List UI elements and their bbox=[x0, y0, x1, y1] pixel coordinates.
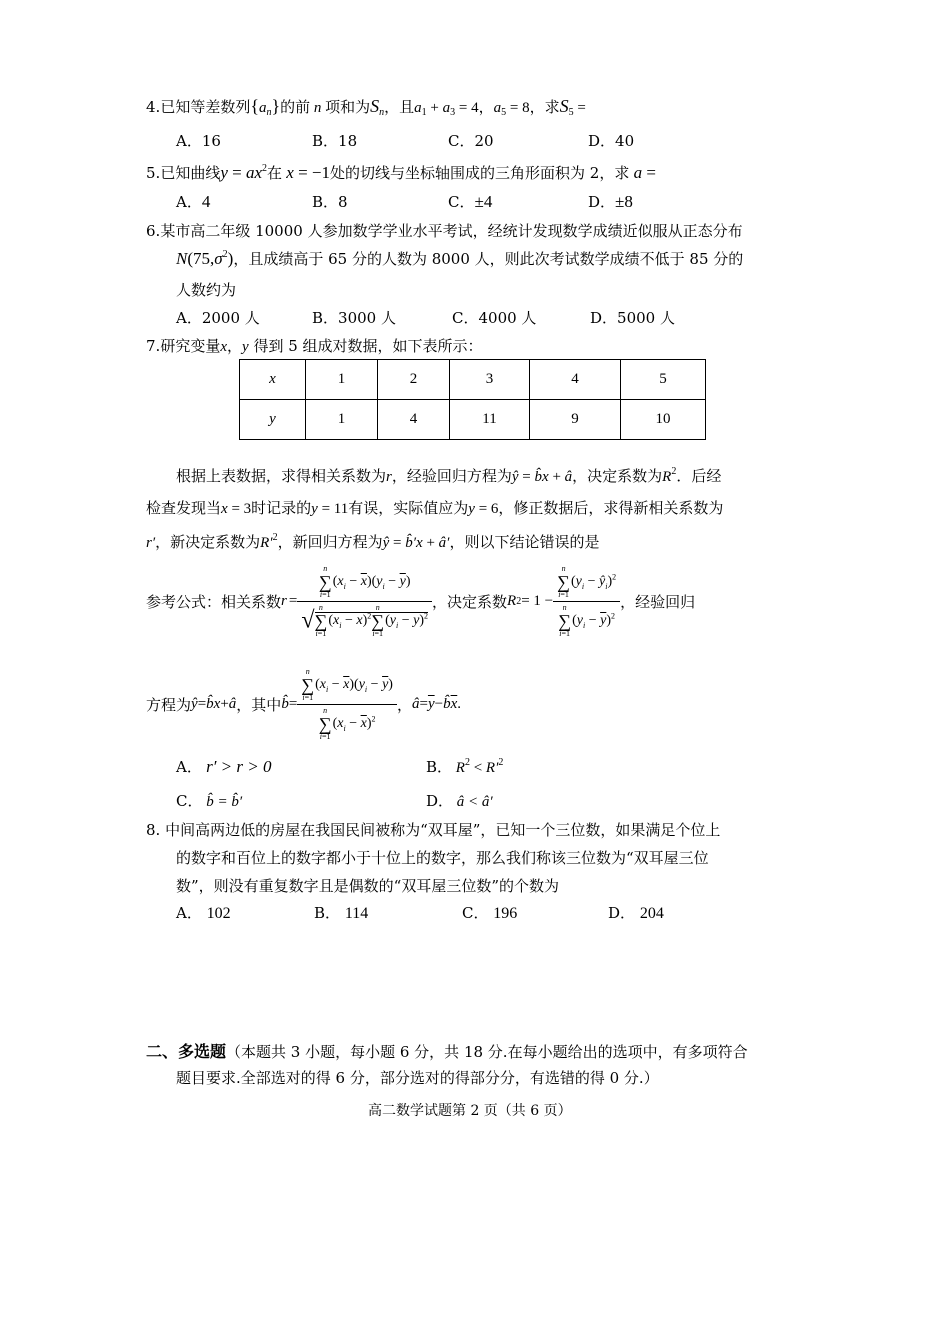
q8-option-d[interactable]: D． 204 bbox=[608, 904, 664, 922]
reference-regression: 方程为 ŷ = b̂x + â ，其中 b̂ = n ∑ i=1 $(x_i - \overline{x})(y_i - \overline{y})$ n ∑ i=1 $(x_i - \overline{x})^2$ ， â = $\overline{y}$ − b̂ $\overline{x}$ . bbox=[146, 667, 461, 741]
table-row-x bbox=[240, 360, 706, 400]
q8-line1: 8. 中间高两边低的房屋在我国民间被称为“双耳屋”，已知一个三位数，如果满足个位上 bbox=[146, 821, 721, 839]
table-cell: 2 bbox=[378, 360, 450, 400]
page-footer: 高二数学试题第 2 页（共 6 页） bbox=[368, 1103, 572, 1119]
q8-line3: 数”，则没有重复数字且是偶数的“双耳屋三位数”的个数为 bbox=[176, 877, 560, 895]
q5-option-c[interactable]: C．±4 bbox=[448, 192, 493, 211]
q4-stem: 4.已知等差数列$\{a_n\}$的前 n 项和为$S_n$，且$a_1 + a_3 = 4$，$a_5 = 8$，求$S_5$ = bbox=[146, 96, 586, 118]
q6-line3: 人数约为 bbox=[176, 281, 237, 299]
table-cell: 1 bbox=[306, 360, 378, 400]
q7-para-line2: 检查发现当x = 3时记录的y = 11有误，实际值应为y = 6，修正数据后，求得新相关系数为 bbox=[146, 499, 724, 517]
q8-option-b[interactable]: B． 114 bbox=[314, 904, 369, 922]
section2-desc: 题目要求.全部选对的得 6 分，部分选对的得部分分，有选错的得 0 分.） bbox=[176, 1069, 659, 1087]
table-header-y: y bbox=[240, 400, 306, 440]
q8-line2: 的数字和百位上的数字都小于十位上的数字，那么我们称该三位数为“双耳屋三位 bbox=[176, 849, 709, 867]
slope-formula: n ∑ i=1 $(x_i - \overline{x})(y_i - \overline{y})$ n ∑ i=1 $(x_i - \overline{x})^2$ bbox=[297, 668, 397, 741]
section2-title: 二、多选题 bbox=[146, 1042, 227, 1061]
q7-option-c[interactable]: C． b̂ = b̂′ bbox=[176, 792, 243, 810]
table-cell: 3 bbox=[450, 360, 530, 400]
q5-stem: 5.已知曲线$y = ax^2$在 x = −1处的切线与坐标轴围成的三角形面积为 2，求 a = bbox=[146, 163, 656, 182]
q4-option-d[interactable]: D．40 bbox=[588, 132, 635, 150]
q8-option-a[interactable]: A． 102 bbox=[176, 904, 231, 922]
table-cell: 4 bbox=[378, 400, 450, 440]
q5-option-b[interactable]: B．8 bbox=[312, 193, 348, 211]
q6-option-b[interactable]: B．3000 人 bbox=[312, 309, 396, 327]
table-row-y bbox=[240, 400, 706, 440]
q7-option-b[interactable]: B． $R^2 < R'^2$ bbox=[426, 757, 504, 776]
q4-option-b[interactable]: B．18 bbox=[312, 132, 358, 150]
reference-formulas: 参考公式：相关系数 r = n ∑ i=1 $(x_i - \overline{x})(y_i - \overline{y})$ √ n ∑ i=1 $(x_i - \overline{x})^2$ n ∑ i=1 $(y_i - \overline{y})^2$ ，决定系数 R 2 = 1 − n ∑ i=1 ($y_i$ − $ŷ_i)^2$ n ∑ i=1 $(y_i - \overline{y})^2$ ，经验回归 bbox=[146, 564, 696, 638]
table-cell: 1 bbox=[306, 400, 378, 440]
table-cell: 9 bbox=[530, 400, 621, 440]
q7-stem: 7.研究变量x，y 得到 5 组成对数据，如下表所示： bbox=[146, 337, 483, 355]
q4-option-c[interactable]: C．20 bbox=[448, 132, 494, 150]
data-table bbox=[239, 359, 706, 440]
correlation-formula: n ∑ i=1 $(x_i - \overline{x})(y_i - \overline{y})$ √ n ∑ i=1 $(x_i - \overline{x})^2$ n ∑ i=1 $(y_i - \overline{y})^2$ bbox=[297, 565, 432, 638]
q4-option-a[interactable]: A．16 bbox=[176, 132, 221, 150]
table-cell: 11 bbox=[450, 400, 530, 440]
q6-line1: 6.某市高二年级 10000 人参加数学学业水平考试，经统计发现数学成绩近似服从正态分布 bbox=[146, 222, 743, 240]
q6-option-a[interactable]: A．2000 人 bbox=[176, 309, 260, 327]
table-header-x: x bbox=[240, 360, 306, 400]
table-cell: 10 bbox=[621, 400, 706, 440]
q6-option-c[interactable]: C．4000 人 bbox=[452, 309, 537, 327]
q7-option-d[interactable]: D． â < â′ bbox=[426, 792, 493, 810]
table-cell: 5 bbox=[621, 360, 706, 400]
q8-option-c[interactable]: C． 196 bbox=[462, 904, 518, 922]
q7-para-line3: r′，新决定系数为$R'^2$，新回归方程为ŷ = b̂′x + â′，则以下结论错误的是 bbox=[146, 532, 600, 551]
q5-option-a[interactable]: A．4 bbox=[176, 192, 211, 211]
q6-line2: $N(75,\sigma^2)$，且成绩高于 65 分的人数为 8000 人，则此次考试数学成绩不低于 85 分的 bbox=[176, 249, 744, 268]
q5-option-d[interactable]: D．±8 bbox=[588, 192, 633, 211]
q7-para-line1: 根据上表数据，求得相关系数为r，经验回归方程为ŷ = b̂x + â，决定系数为$R^2$．后经 bbox=[176, 466, 722, 485]
determination-formula: n ∑ i=1 ($y_i$ − $ŷ_i)^2$ n ∑ i=1 $(y_i - \overline{y})^2$ bbox=[553, 565, 620, 638]
q6-option-d[interactable]: D．5000 人 bbox=[590, 309, 675, 327]
q7-option-a[interactable]: A． r′ > r > 0 bbox=[176, 757, 272, 776]
section2-header: 二、多选题（本题共 3 小题，每小题 6 分，共 18 分.在每小题给出的选项中，有多项符合 bbox=[146, 1042, 748, 1061]
table-cell: 4 bbox=[530, 360, 621, 400]
